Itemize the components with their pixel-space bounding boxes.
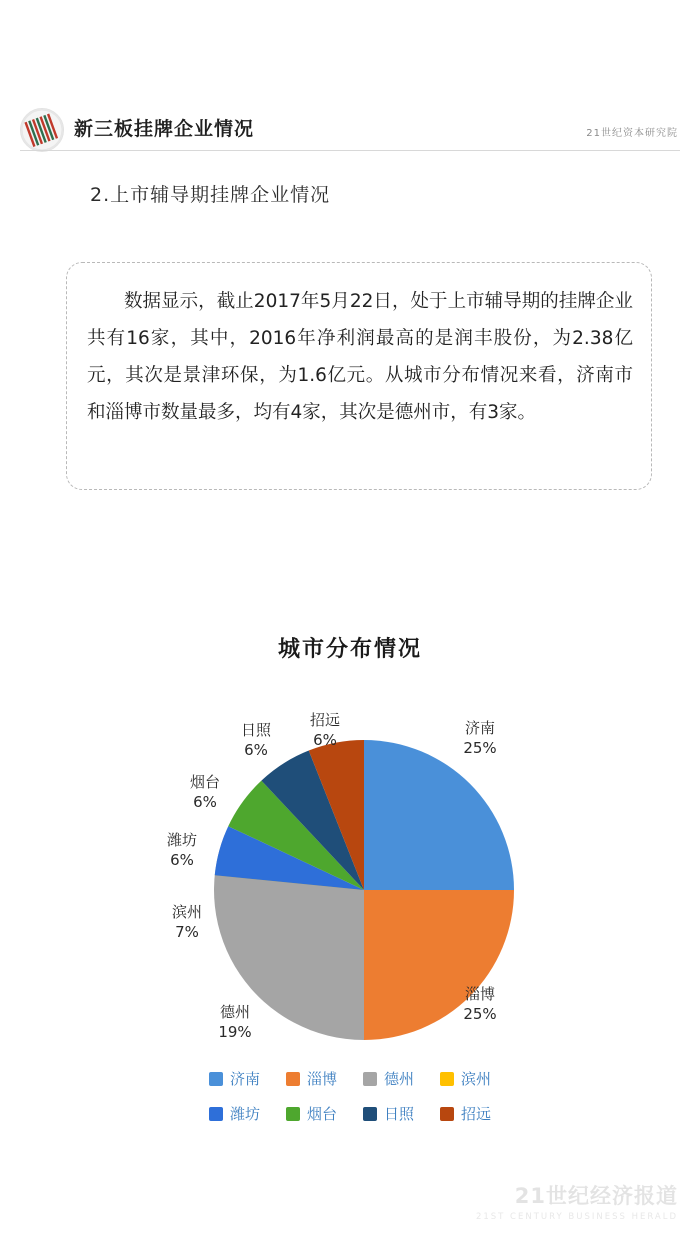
pie-label-dezhou: 德州 19%	[218, 1003, 252, 1041]
legend-item-weifang[interactable]	[209, 1103, 260, 1124]
legend-item-dezhou[interactable]	[363, 1068, 414, 1089]
pie-label-zhaoyuan: 招远 6%	[309, 711, 340, 749]
legend-swatch-icon	[286, 1072, 300, 1086]
legend-row-1	[0, 1068, 700, 1089]
legend-swatch-icon	[286, 1107, 300, 1121]
summary-callout-box	[66, 262, 652, 490]
striped-circle-logo-icon	[20, 108, 64, 152]
legend-label: 淄博	[306, 1070, 337, 1088]
pie-label-rizhao: 日照 6%	[240, 721, 271, 759]
legend-label: 滨州	[461, 1070, 492, 1088]
legend-label: 潍坊	[229, 1105, 260, 1123]
legend-swatch-icon	[440, 1072, 454, 1086]
pie-chart	[0, 690, 700, 1080]
legend-item-jinan[interactable]	[209, 1068, 260, 1089]
page-header	[0, 104, 700, 156]
header-divider	[20, 150, 680, 151]
footer-watermark	[476, 1180, 678, 1222]
legend-item-zibo[interactable]	[286, 1068, 337, 1089]
watermark-subtitle: 21ST CENTURY BUSINESS HERALD	[475, 1212, 678, 1222]
header-source-label: 21世纪资本研究院	[586, 128, 678, 139]
legend-swatch-icon	[209, 1107, 223, 1121]
legend-row-2	[0, 1103, 700, 1124]
legend-label: 招远	[461, 1105, 492, 1123]
page-title: 新三板挂牌企业情况	[74, 118, 255, 140]
pie-label-zibo: 淄博 25%	[463, 985, 497, 1023]
legend-item-yantai[interactable]	[286, 1103, 337, 1124]
pie-label-weifang: 潍坊 6%	[166, 831, 197, 869]
legend-label: 德州	[384, 1070, 415, 1088]
chart-legend	[0, 1068, 700, 1138]
legend-label: 济南	[229, 1070, 260, 1088]
pie-label-yantai: 烟台 6%	[189, 773, 220, 811]
legend-item-rizhao[interactable]	[363, 1103, 414, 1124]
chart-title: 城市分布情况	[277, 637, 422, 662]
legend-label: 烟台	[306, 1105, 337, 1123]
legend-label: 日照	[384, 1105, 415, 1123]
legend-item-binzhou[interactable]	[440, 1068, 491, 1089]
pie-label-jinan: 济南 25%	[463, 719, 497, 757]
legend-swatch-icon	[209, 1072, 223, 1086]
pie-slice-jinan	[364, 740, 514, 890]
legend-item-zhaoyuan[interactable]	[440, 1103, 491, 1124]
legend-swatch-icon	[363, 1107, 377, 1121]
watermark-title: 21世纪经济报道	[514, 1184, 678, 1208]
section-heading: 2.上市辅导期挂牌企业情况	[90, 184, 331, 206]
pie-label-binzhou: 滨州 7%	[171, 903, 202, 941]
summary-text: 数据显示，截止2017年5月22日，处于上市辅导期的挂牌企业共有16家，其中，2016年净利润最高的是润丰股份，为2.38亿元，其次是景津环保，为1.6亿元。从城市分布情况来看，济南市和淄博市数量最多，均有4家，其次是德州市，有3家。	[87, 291, 633, 423]
legend-swatch-icon	[363, 1072, 377, 1086]
legend-swatch-icon	[440, 1107, 454, 1121]
